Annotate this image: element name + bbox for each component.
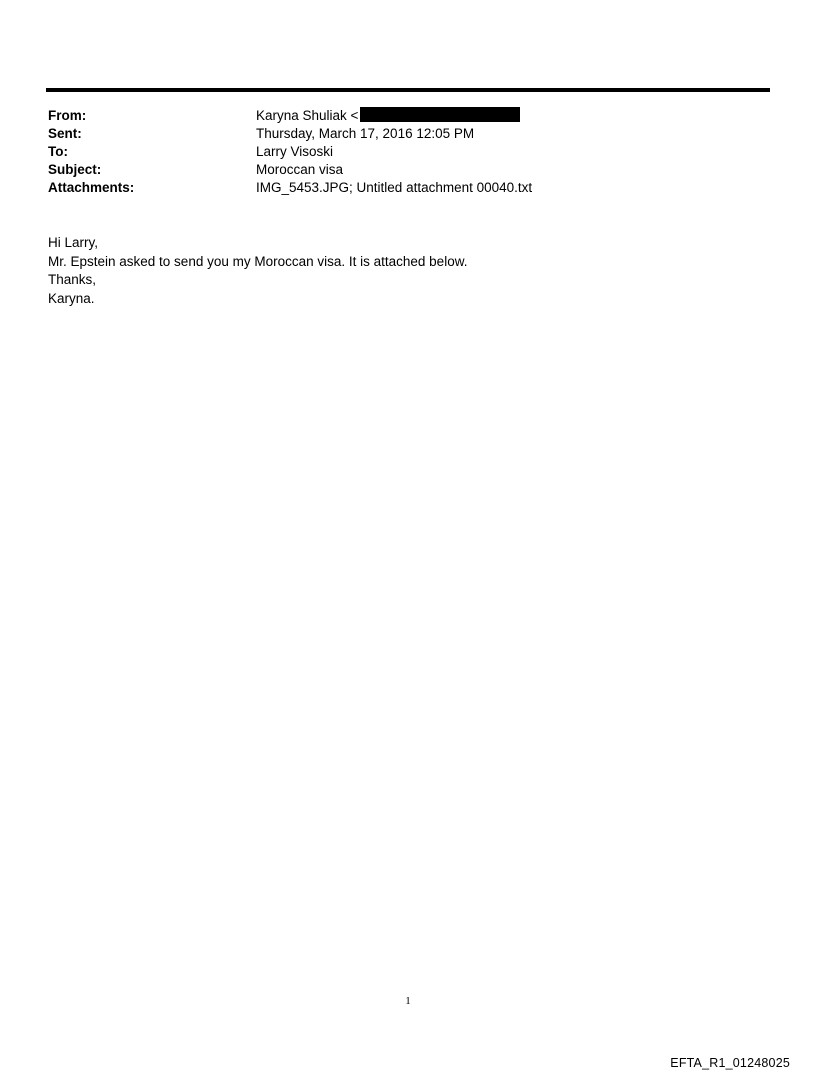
to-label: To: [48, 144, 68, 159]
email-body [48, 234, 768, 308]
to-value: Larry Visoski [256, 144, 334, 159]
subject-value: Moroccan visa [256, 162, 344, 177]
header-divider [46, 88, 770, 92]
signature-line: Karyna. [48, 290, 95, 306]
header-row-attachments [48, 179, 768, 197]
page-number: 1 [405, 995, 411, 1007]
sent-value: Thursday, March 17, 2016 12:05 PM [256, 126, 475, 141]
redaction-block [360, 107, 520, 122]
header-row-to [48, 143, 768, 161]
attachments-label: Attachments: [48, 180, 135, 195]
document-id: EFTA_R1_01248025 [670, 1056, 790, 1070]
from-value [256, 107, 520, 125]
header-row-subject [48, 161, 768, 179]
greeting-line: Hi Larry, [48, 235, 99, 250]
from-label: From: [48, 108, 87, 123]
message-line: Mr. Epstein asked to send you my Moroccan visa. It is attached below. [48, 253, 468, 269]
subject-label: Subject: [48, 162, 102, 177]
email-header [48, 107, 768, 197]
attachments-value: IMG_5453.JPG; Untitled attachment 00040.txt [256, 180, 533, 195]
sent-label: Sent: [48, 126, 82, 141]
header-row-sent [48, 125, 768, 143]
closing-line: Thanks, [48, 272, 97, 287]
header-row-from [48, 107, 768, 125]
sender-name: Karyna Shuliak < [256, 108, 359, 123]
